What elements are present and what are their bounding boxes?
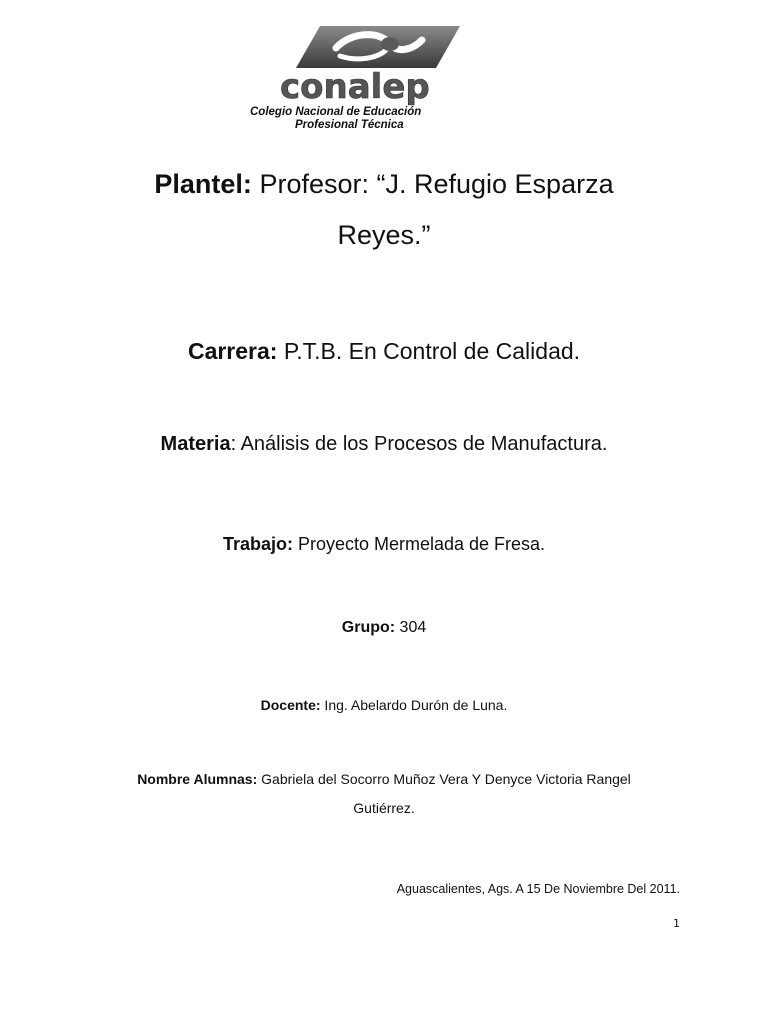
materia-label: Materia [160,433,231,455]
conalep-logo [240,18,510,133]
carrera-label: Carrera: [187,338,278,364]
alumnas-line [40,769,728,789]
alumnas-value-cont: Gutiérrez. [353,800,415,816]
materia-line [60,429,708,459]
conalep-emblem-icon [296,26,460,68]
docente-label: Docente: [260,697,321,713]
trabajo-line [60,530,708,558]
logo-line1: Colegio Nacional de Educación [250,106,422,118]
plantel-value: Profesor: “J. Refugio Esparza [251,169,614,199]
carrera-line [60,334,708,368]
logo-line2: Profesional Técnica [295,119,404,131]
alumnas-value: Gabriela del Socorro Muñoz Vera Y Denyce Victoria Rangel [257,771,631,787]
plantel-label: Plantel: [154,169,252,199]
docente-value: Ing. Abelardo Durón de Luna. [320,697,508,713]
grupo-value: 304 [395,619,427,636]
alumnas-label: Nombre Alumnas: [137,771,258,787]
trabajo-value: Proyecto Mermelada de Fresa. [292,534,546,554]
grupo-label: Grupo: [341,619,396,636]
trabajo-label: Trabajo: [222,534,293,554]
materia-value: : Análisis de los Procesos de Manufactura. [230,433,608,455]
carrera-value: P.T.B. En Control de Calidad. [277,338,581,364]
plantel-value-cont: Reyes.” [337,220,431,250]
logo-brand-text: conalep [280,67,430,107]
date-location: Aguascalientes, Ags. A 15 De Noviembre Del 2011. [396,882,680,896]
docente-line [60,695,708,715]
plantel-line-2 [60,215,708,255]
grupo-line [60,616,708,640]
alumnas-line-2 [60,798,708,818]
page-number: 1 [673,917,680,930]
plantel-line [60,164,708,204]
